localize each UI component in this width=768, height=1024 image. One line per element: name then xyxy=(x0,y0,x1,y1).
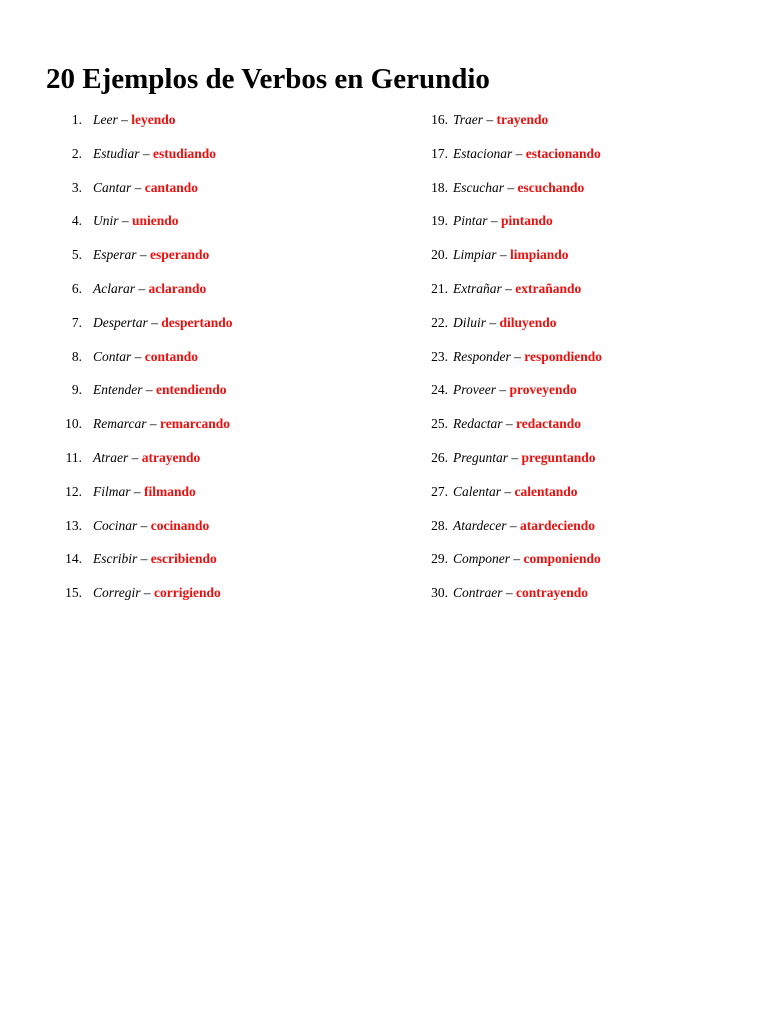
verb-infinitive: Atraer xyxy=(93,449,129,465)
separator-dash: – xyxy=(505,416,513,432)
verb-gerund: diluyendo xyxy=(499,314,557,330)
list-item xyxy=(46,407,386,441)
separator-dash: – xyxy=(511,449,519,465)
verb-gerund: limpiando xyxy=(510,247,569,263)
item-entry xyxy=(453,137,601,171)
item-entry xyxy=(93,542,217,576)
item-number: 22. xyxy=(431,314,448,330)
separator-dash: – xyxy=(134,179,142,195)
list-item xyxy=(404,407,744,441)
separator-dash: – xyxy=(121,213,129,229)
verb-gerund: contrayendo xyxy=(516,585,589,601)
list-item xyxy=(404,238,744,272)
list-item xyxy=(46,204,386,238)
item-number: 18. xyxy=(431,179,448,195)
separator-dash: – xyxy=(486,112,494,127)
item-number: 9. xyxy=(71,382,82,398)
verb-infinitive: Unir xyxy=(93,213,119,229)
separator-dash: – xyxy=(505,280,512,296)
separator-dash: – xyxy=(138,280,146,296)
verb-gerund: respondiendo xyxy=(524,348,603,364)
item-entry xyxy=(93,407,230,441)
verb-infinitive: Cocinar xyxy=(93,517,138,533)
list-item xyxy=(404,340,744,374)
list-item xyxy=(404,103,744,137)
item-number: 4. xyxy=(71,213,82,229)
verb-infinitive: Leer xyxy=(93,112,118,127)
item-entry xyxy=(453,340,602,374)
separator-dash: – xyxy=(507,179,515,195)
item-entry xyxy=(453,542,601,576)
item-entry xyxy=(453,306,557,340)
verb-list-right xyxy=(404,103,744,610)
item-number: 8. xyxy=(71,348,82,364)
verb-gerund: redactando xyxy=(516,416,582,432)
item-number: 10. xyxy=(65,416,82,432)
verb-gerund: remarcando xyxy=(160,416,230,432)
item-number: 7. xyxy=(71,314,82,330)
item-entry xyxy=(93,137,216,171)
item-entry xyxy=(453,204,553,238)
item-number: 5. xyxy=(71,247,82,263)
item-number: 17. xyxy=(431,145,448,161)
verb-infinitive: Esperar xyxy=(93,247,137,263)
verb-infinitive: Despertar xyxy=(93,314,148,330)
item-entry xyxy=(453,509,595,543)
separator-dash: – xyxy=(142,145,150,161)
verb-infinitive: Atardecer xyxy=(453,517,507,533)
verb-gerund: cocinando xyxy=(150,517,210,533)
item-number: 29. xyxy=(431,551,448,567)
item-entry xyxy=(453,373,577,407)
verb-infinitive: Responder xyxy=(453,348,511,364)
separator-dash: – xyxy=(490,213,498,229)
list-item xyxy=(46,306,386,340)
item-entry xyxy=(453,103,548,137)
verb-gerund: calentando xyxy=(514,483,578,499)
separator-dash: – xyxy=(509,517,517,533)
item-number: 27. xyxy=(431,483,448,499)
item-number: 6. xyxy=(71,280,82,296)
list-item xyxy=(46,171,386,205)
item-entry xyxy=(93,340,198,374)
verb-gerund: escuchando xyxy=(517,179,585,195)
item-entry xyxy=(93,373,227,407)
list-item xyxy=(46,373,386,407)
item-entry xyxy=(93,306,233,340)
separator-dash: – xyxy=(514,348,521,364)
verb-infinitive: Traer xyxy=(453,112,484,127)
item-entry xyxy=(93,238,209,272)
item-number: 21. xyxy=(431,280,448,296)
verb-gerund: estacionando xyxy=(525,145,601,161)
separator-dash: – xyxy=(140,517,148,533)
separator-dash: – xyxy=(499,247,507,263)
list-item xyxy=(46,137,386,171)
verb-infinitive: Pintar xyxy=(453,213,488,229)
verb-gerund: despertando xyxy=(161,314,233,330)
item-entry xyxy=(453,171,584,205)
separator-dash: – xyxy=(151,314,158,330)
verb-infinitive: Contar xyxy=(93,348,132,364)
list-item xyxy=(404,272,744,306)
list-item xyxy=(46,576,386,610)
verb-infinitive: Extrañar xyxy=(453,280,502,296)
separator-dash: – xyxy=(489,314,497,330)
verb-infinitive: Estudiar xyxy=(93,145,140,161)
verb-gerund: componiendo xyxy=(523,551,601,567)
verb-infinitive: Estacionar xyxy=(453,145,513,161)
verb-gerund: atrayendo xyxy=(141,449,201,465)
item-number: 26. xyxy=(431,449,448,465)
item-number: 3. xyxy=(71,179,82,195)
item-entry xyxy=(453,238,569,272)
verb-infinitive: Limpiar xyxy=(453,247,497,263)
list-item xyxy=(46,272,386,306)
verb-gerund: escribiendo xyxy=(150,551,217,567)
list-item xyxy=(404,509,744,543)
separator-dash: – xyxy=(149,416,157,432)
list-item xyxy=(46,441,386,475)
verb-gerund: filmando xyxy=(144,483,196,499)
separator-dash: – xyxy=(131,449,139,465)
item-entry xyxy=(93,171,198,205)
item-entry xyxy=(93,204,179,238)
verb-infinitive: Diluir xyxy=(453,314,487,330)
verb-gerund: esperando xyxy=(150,247,210,263)
item-entry xyxy=(93,272,206,306)
list-item xyxy=(404,475,744,509)
separator-dash: – xyxy=(134,348,142,364)
verb-infinitive: Proveer xyxy=(453,382,496,398)
item-entry xyxy=(93,576,221,610)
verb-gerund: leyendo xyxy=(131,112,176,127)
item-number: 16. xyxy=(431,112,448,127)
verb-infinitive: Cantar xyxy=(93,179,132,195)
verb-infinitive: Componer xyxy=(453,551,510,567)
list-item xyxy=(46,103,386,137)
item-entry xyxy=(453,407,581,441)
verb-gerund: pintando xyxy=(501,213,553,229)
item-entry xyxy=(453,272,581,306)
list-item xyxy=(404,576,744,610)
verb-infinitive: Contraer xyxy=(453,585,503,601)
list-item xyxy=(404,373,744,407)
item-number: 11. xyxy=(65,449,82,465)
verb-infinitive: Escuchar xyxy=(453,179,504,195)
list-item xyxy=(46,475,386,509)
separator-dash: – xyxy=(504,483,512,499)
verb-gerund: contando xyxy=(144,348,199,364)
verb-gerund: extrañando xyxy=(515,280,582,296)
separator-dash: – xyxy=(143,585,151,601)
item-number: 19. xyxy=(431,213,448,229)
verb-gerund: aclarando xyxy=(148,280,207,296)
verb-gerund: cantando xyxy=(144,179,199,195)
item-entry xyxy=(453,475,578,509)
item-entry xyxy=(93,441,200,475)
item-number: 2. xyxy=(71,145,82,161)
verb-infinitive: Entender xyxy=(93,382,143,398)
item-number: 23. xyxy=(431,348,448,364)
page-title: 20 Ejemplos de Verbos en Gerundio xyxy=(46,63,490,95)
item-entry xyxy=(93,509,209,543)
verb-gerund: uniendo xyxy=(132,213,179,229)
list-item xyxy=(404,137,744,171)
list-item xyxy=(404,204,744,238)
separator-dash: – xyxy=(513,551,521,567)
item-number: 24. xyxy=(431,382,448,398)
item-number: 15. xyxy=(65,585,82,601)
verb-infinitive: Redactar xyxy=(453,416,503,432)
verb-gerund: atardeciendo xyxy=(519,517,595,533)
verb-infinitive: Corregir xyxy=(93,585,141,601)
list-item xyxy=(46,238,386,272)
list-item xyxy=(46,542,386,576)
item-entry xyxy=(93,103,176,137)
verb-infinitive: Preguntar xyxy=(453,449,508,465)
item-entry xyxy=(93,475,196,509)
item-entry xyxy=(453,576,588,610)
list-item xyxy=(404,171,744,205)
item-number: 14. xyxy=(65,551,82,567)
item-number: 1. xyxy=(71,112,82,127)
item-number: 12. xyxy=(65,483,82,499)
separator-dash: – xyxy=(515,145,523,161)
separator-dash: – xyxy=(499,382,507,398)
separator-dash: – xyxy=(140,551,148,567)
verb-infinitive: Filmar xyxy=(93,483,131,499)
item-number: 25. xyxy=(431,416,448,432)
verb-gerund: entendiendo xyxy=(156,382,227,398)
verb-gerund: trayendo xyxy=(496,112,549,127)
verb-infinitive: Escribir xyxy=(93,551,138,567)
list-item xyxy=(404,306,744,340)
separator-dash: – xyxy=(505,585,513,601)
verb-gerund: corrigiendo xyxy=(154,585,221,601)
separator-dash: – xyxy=(145,382,153,398)
list-item xyxy=(46,509,386,543)
item-entry xyxy=(453,441,596,475)
verb-gerund: estudiando xyxy=(153,145,217,161)
separator-dash: – xyxy=(121,112,128,127)
verb-infinitive: Aclarar xyxy=(93,280,135,296)
verb-gerund: preguntando xyxy=(521,449,596,465)
item-number: 13. xyxy=(65,517,82,533)
verb-gerund: proveyendo xyxy=(509,382,577,398)
list-item xyxy=(404,441,744,475)
list-item xyxy=(404,542,744,576)
item-number: 30. xyxy=(431,585,448,601)
list-item xyxy=(46,340,386,374)
separator-dash: – xyxy=(133,483,141,499)
item-number: 28. xyxy=(431,517,448,533)
verb-infinitive: Remarcar xyxy=(93,416,147,432)
separator-dash: – xyxy=(139,247,147,263)
verb-list-left xyxy=(46,103,386,610)
item-number: 20. xyxy=(431,247,448,263)
verb-infinitive: Calentar xyxy=(453,483,502,499)
